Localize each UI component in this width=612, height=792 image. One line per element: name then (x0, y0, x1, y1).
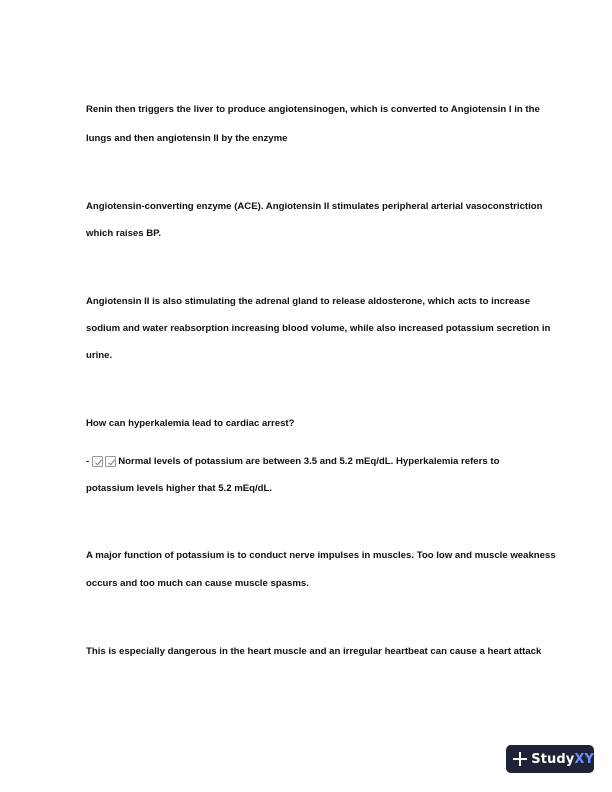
paragraph-ace-line-1: Angiotensin-converting enzyme (ACE). Angiotensin II stimulates peripheral arterial vasoconstriction (86, 201, 543, 212)
paragraph-renin-line-2: lungs and then angiotensin II by the enzyme (86, 133, 288, 144)
answer-line-1 (86, 454, 499, 468)
question-heading: How can hyperkalemia lead to cardiac arrest? (86, 418, 295, 429)
answer-dash: - (86, 455, 90, 467)
paragraph-aldosterone-line-1: Angiotensin II is also stimulating the adrenal gland to release aldosterone, which acts to increase (86, 296, 531, 307)
answer-text-line-2: potassium levels higher that 5.2 mEq/dL. (86, 483, 273, 494)
checkbox-checked-icon (92, 456, 103, 467)
studyxy-watermark-badge (506, 745, 594, 773)
paragraph-aldosterone-line-2: sodium and water reabsorption increasing blood volume, while also increased potassium secretion in (86, 323, 551, 334)
paragraph-ace-line-2: which raises BP. (86, 228, 162, 239)
plus-icon (513, 752, 526, 766)
paragraph-potassium-line-2: occurs and too much can cause muscle spasms. (86, 578, 309, 589)
studyxy-logo-text: StudyXY (531, 751, 594, 767)
paragraph-renin-line-1: Renin then triggers the liver to produce angiotensinogen, which is converted to Angiotensin I in the (86, 104, 540, 115)
answer-text-line-1: Normal levels of potassium are between 3.5 and 5.2 mEq/dL. Hyperkalemia refers to (118, 455, 500, 467)
paragraph-heart-line-1: This is especially dangerous in the heart muscle and an irregular heartbeat can cause a heart attack (86, 646, 542, 657)
paragraph-aldosterone-line-3: urine. (86, 350, 113, 361)
checkbox-checked-icon (105, 456, 116, 467)
paragraph-potassium-line-1: A major function of potassium is to conduct nerve impulses in muscles. Too low and muscle weakness (86, 550, 556, 561)
